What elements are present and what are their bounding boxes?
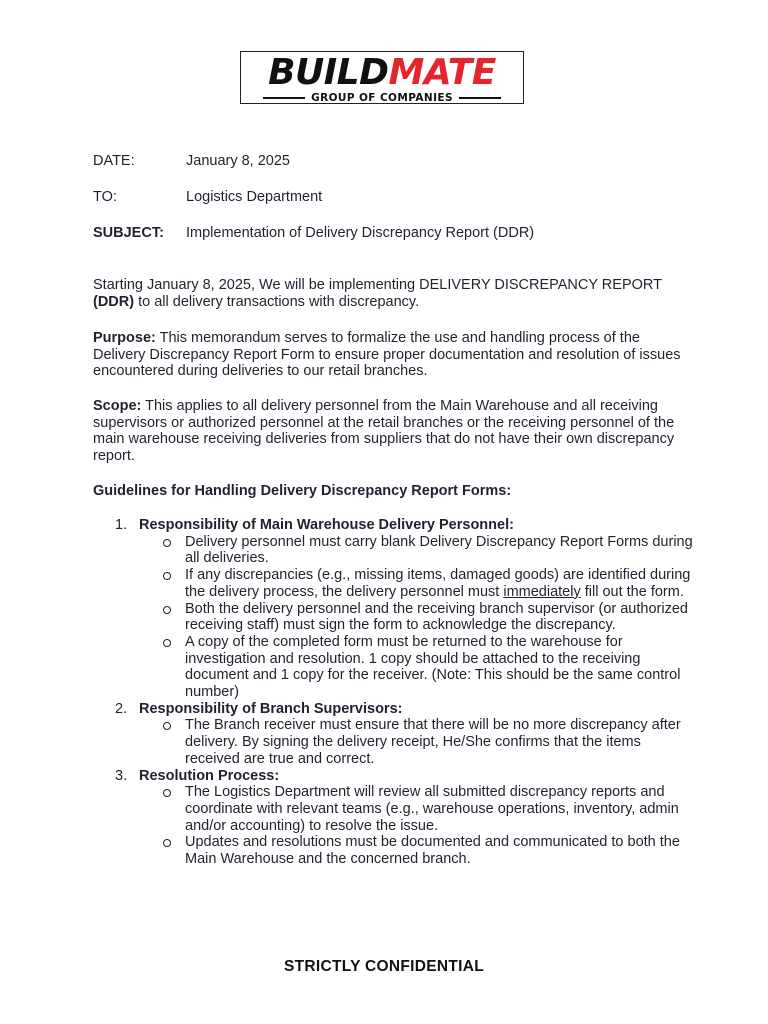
purpose-paragraph bbox=[93, 330, 693, 380]
hollow-bullet-icon bbox=[163, 722, 171, 730]
date-label: DATE: bbox=[93, 153, 135, 169]
intro-paragraph bbox=[93, 277, 693, 310]
list-item-text: The Branch receiver must ensure that there will be no more discrepancy after delivery. By signing the delivery receipt, He/She confirms that the items received are true and correct. bbox=[185, 717, 681, 767]
hollow-bullet-icon bbox=[163, 539, 171, 547]
list-item-text: Both the delivery personnel and the receiving branch supervisor (or authorized receiving staff) must sign the form to acknowledge the discrepancy. bbox=[185, 600, 688, 634]
section-items bbox=[139, 534, 693, 701]
list-item-text: Delivery personnel must carry blank Delivery Discrepancy Report Forms during all deliveries. bbox=[185, 533, 693, 567]
scope-text: This applies to all delivery personnel from the Main Warehouse and all receiving supervisors or authorized personnel at the retail branches or the receiving personnel of the main warehouse receiving deliveries from suppliers that do not have their own discrepancy report. bbox=[93, 398, 675, 465]
underlined-word: immediately bbox=[503, 583, 581, 600]
confidential-footer: STRICTLY CONFIDENTIAL bbox=[283, 958, 485, 975]
section-items bbox=[139, 784, 693, 868]
list-item bbox=[139, 634, 693, 701]
purpose-text: This memorandum serves to formalize the use and handling process of the Delivery Discrepancy Report Form to ensure proper documentation and resolution of issues encountered during deliveries to our retail branches. bbox=[93, 330, 681, 380]
section-title: Resolution Process: bbox=[139, 767, 280, 784]
list-item bbox=[139, 717, 693, 767]
hollow-bullet-icon bbox=[163, 606, 171, 614]
guideline-section bbox=[93, 701, 693, 768]
section-number: 2. bbox=[115, 700, 128, 717]
guideline-section bbox=[93, 768, 693, 868]
intro-text: Starting January 8, 2025, We will be implementing DELIVERY DISCREPANCY REPORT bbox=[93, 277, 662, 293]
list-item bbox=[139, 534, 693, 567]
list-item bbox=[139, 784, 693, 834]
list-item-text: If any discrepancies (e.g., missing items, damaged goods) are identified during the delivery process, the delivery personnel must bbox=[185, 567, 691, 600]
section-number: 1. bbox=[115, 517, 128, 533]
guidelines-heading: Guidelines for Handling Delivery Discrepancy Report Forms: bbox=[93, 483, 512, 499]
section-items bbox=[139, 717, 693, 767]
list-item bbox=[139, 834, 693, 867]
scope-label: Scope: bbox=[93, 398, 142, 414]
section-title: Responsibility of Main Warehouse Delivery Personnel: bbox=[139, 517, 514, 533]
list-item-text: A copy of the completed form must be returned to the warehouse for investigation and resolution. 1 copy should be attached to the receiving document and 1 copy for the receiver. (Note: This should be the same control number) bbox=[185, 633, 681, 701]
section-number: 3. bbox=[115, 767, 128, 784]
company-logo bbox=[240, 51, 524, 104]
hollow-bullet-icon bbox=[163, 789, 171, 797]
guideline-section bbox=[93, 517, 693, 701]
subject-label: SUBJECT: bbox=[93, 225, 164, 241]
guidelines-list bbox=[93, 517, 693, 868]
list-item bbox=[139, 567, 693, 600]
to-value: Logistics Department bbox=[186, 189, 323, 205]
list-item-text: The Logistics Department will review all submitted discrepancy reports and coordinate with relevant teams (e.g., warehouse operations, inventory, admin and/or accounting) to resolve the issue. bbox=[185, 784, 679, 834]
purpose-label: Purpose: bbox=[93, 330, 156, 346]
logo-subtitle-text: GROUP OF COMPANIES bbox=[311, 92, 453, 104]
scope-paragraph bbox=[93, 398, 693, 465]
hollow-bullet-icon bbox=[163, 839, 171, 847]
list-item bbox=[139, 601, 693, 634]
logo-wordmark bbox=[241, 54, 523, 92]
intro-text-end: to all delivery transactions with discrepancy. bbox=[134, 293, 420, 310]
list-item-text-end: fill out the form. bbox=[580, 583, 684, 600]
hollow-bullet-icon bbox=[163, 572, 171, 580]
subject-value: Implementation of Delivery Discrepancy Report (DDR) bbox=[186, 225, 535, 241]
logo-word-mate: MATE bbox=[388, 52, 496, 93]
logo-subtitle bbox=[241, 92, 523, 104]
section-title: Responsibility of Branch Supervisors: bbox=[139, 700, 403, 717]
intro-bold: (DDR) bbox=[93, 293, 135, 310]
date-value: January 8, 2025 bbox=[186, 153, 290, 169]
logo-word-build: BUILD bbox=[268, 52, 389, 93]
to-label: TO: bbox=[93, 189, 117, 205]
hollow-bullet-icon bbox=[163, 639, 171, 647]
list-item-text: Updates and resolutions must be documented and communicated to both the Main Warehouse and the concerned branch. bbox=[185, 834, 680, 868]
